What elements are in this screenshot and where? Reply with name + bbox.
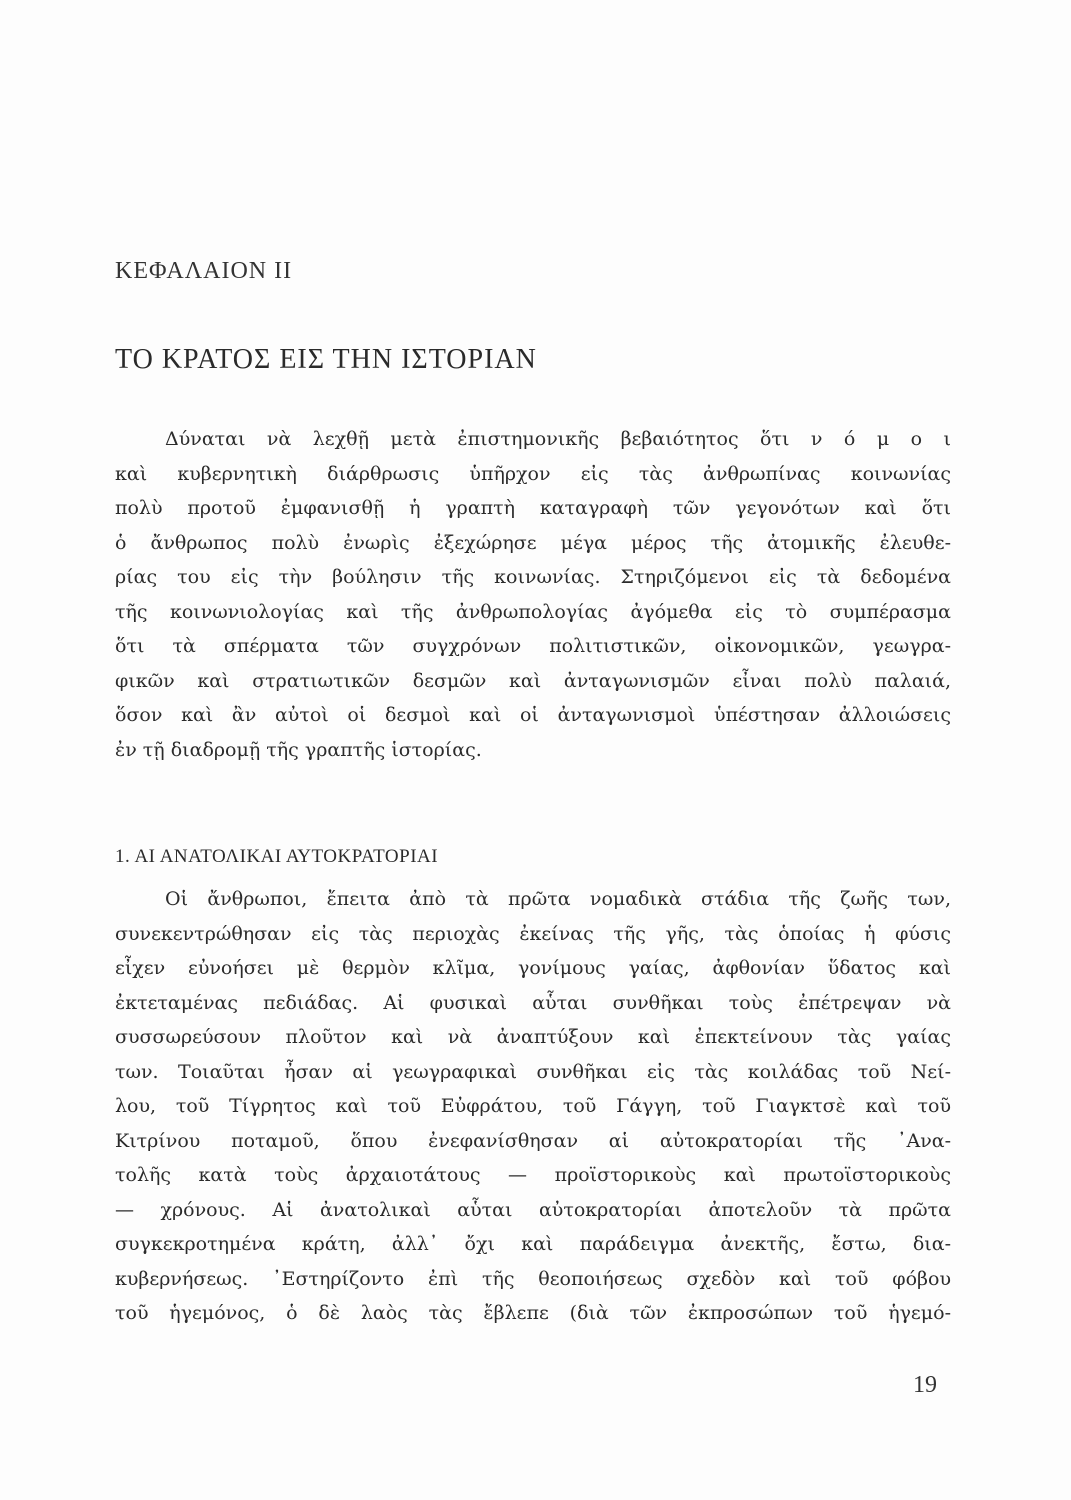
- paragraph-line: φικῶν καὶ στρατιωτικῶν δεσμῶν καὶ ἀνταγωνισμῶν εἶναι πολὺ παλαιά,: [115, 669, 951, 692]
- paragraph-line: εἶχεν εὐνοήσει μὲ θερμὸν κλῖμα, γονίμους γαίας, ἀφθονίαν ὕδατος καὶ: [115, 957, 951, 979]
- paragraph-line: ρίας του εἰς τὴν βούλησιν τῆς κοινωνίας. Στηριζόμενοι εἰς τὰ δεδομένα: [115, 566, 951, 588]
- paragraph-line: καὶ κυβερνητικὴ διάρθρωσις ὑπῆρχον εἰς τὰς ἀνθρωπίνας κοινωνίας: [115, 462, 951, 485]
- paragraph-line: Δύναται νὰ λεχθῇ μετὰ ἐπιστημονικῆς βεβαιότητος ὅτι ν ό μ ο ι: [165, 428, 951, 450]
- paragraph-line: συσσωρεύσουν πλοῦτον καὶ νὰ ἀναπτύξουν καὶ ἐπεκτείνουν τὰς γαίας: [115, 1026, 951, 1048]
- paragraph-line: συνεκεντρώθησαν εἰς τὰς περιοχὰς ἐκείνας τῆς γῆς, τὰς ὁποίας ἡ φύσις: [115, 922, 951, 945]
- paragraph-line: κυβερνήσεως. ᾿Εστηρίζοντο ἐπὶ τῆς θεοποιήσεως σχεδὸν καὶ τοῦ φόβου: [115, 1267, 951, 1290]
- chapter-title: ΤΟ ΚΡΑΤΟΣ ΕΙΣ ΤΗΝ ΙΣΤΟΡΙΑΝ: [115, 344, 537, 375]
- paragraph-line: ὁ ἄνθρωπος πολὺ ἐνωρὶς ἐξεχώρησε μέγα μέρος τῆς ἀτομικῆς ἐλευθε-: [115, 531, 951, 554]
- paragraph-line: συγκεκροτημένα κράτη, ἀλλ᾿ ὄχι καὶ παράδειγμα ἀνεκτῆς, ἔστω, δια-: [115, 1233, 951, 1255]
- section-heading: 1. ΑΙ ΑΝΑΤΟΛΙΚΑΙ ΑΥΤΟΚΡΑΤΟΡΙΑΙ: [115, 846, 439, 867]
- section-paragraph: [115, 882, 951, 1331]
- paragraph-line: — χρόνους. Αἱ ἀνατολικαὶ αὗται αὐτοκρατορίαι ἀποτελοῦν τὰ πρῶτα: [115, 1198, 951, 1221]
- paragraph-line: τολῆς κατὰ τοὺς ἀρχαιοτάτους — προϊστορικοὺς καὶ πρωτοϊστορικοὺς: [115, 1164, 951, 1186]
- paragraph-line: ἐκτεταμένας πεδιάδας. Αἱ φυσικαὶ αὗται συνθῆκαι τοὺς ἐπέτρεψαν νὰ: [115, 991, 951, 1014]
- page-number: 19: [913, 1372, 937, 1398]
- chapter-label: ΚΕΦΑΛΑΙΟΝ ΙΙ: [115, 258, 293, 284]
- paragraph-line: ὅσον καὶ ἂν αὐτοὶ οἱ δεσμοὶ καὶ οἱ ἀνταγωνισμοὶ ὑπέστησαν ἀλλοιώσεις: [115, 704, 951, 726]
- paragraph-line: των. Τοιαῦται ἦσαν αἱ γεωγραφικαὶ συνθῆκαι εἰς τὰς κοιλάδας τοῦ Νεί-: [115, 1060, 951, 1083]
- paragraph-line: Οἱ ἄνθρωποι, ἔπειτα ἀπὸ τὰ πρῶτα νομαδικὰ στάδια τῆς ζωῆς των,: [165, 888, 951, 910]
- paragraph-line: Κιτρίνου ποταμοῦ, ὅπου ἐνεφανίσθησαν αἱ αὐτοκρατορίαι τῆς ᾿Ανα-: [115, 1129, 951, 1152]
- paragraph-line: ὅτι τὰ σπέρματα τῶν συγχρόνων πολιτιστικῶν, οἰκονομικῶν, γεωγρα-: [115, 635, 951, 657]
- intro-paragraph: [115, 422, 951, 767]
- paragraph-line: ἐν τῇ διαδρομῇ τῆς γραπτῆς ἱστορίας.: [115, 738, 482, 761]
- paragraph-line: λου, τοῦ Τίγρητος καὶ τοῦ Εὐφράτου, τοῦ Γάγγη, τοῦ Γιαγκτσὲ καὶ τοῦ: [115, 1095, 951, 1117]
- paragraph-line: τοῦ ἡγεμόνος, ὁ δὲ λαὸς τὰς ἔβλεπε (διὰ τῶν ἐκπροσώπων τοῦ ἡγεμό-: [115, 1302, 951, 1324]
- paragraph-line: τῆς κοινωνιολογίας καὶ τῆς ἀνθρωπολογίας ἀγόμεθα εἰς τὸ συμπέρασμα: [115, 600, 951, 623]
- paragraph-line: πολὺ προτοῦ ἐμφανισθῇ ἡ γραπτὴ καταγραφὴ τῶν γεγονότων καὶ ὅτι: [115, 497, 951, 519]
